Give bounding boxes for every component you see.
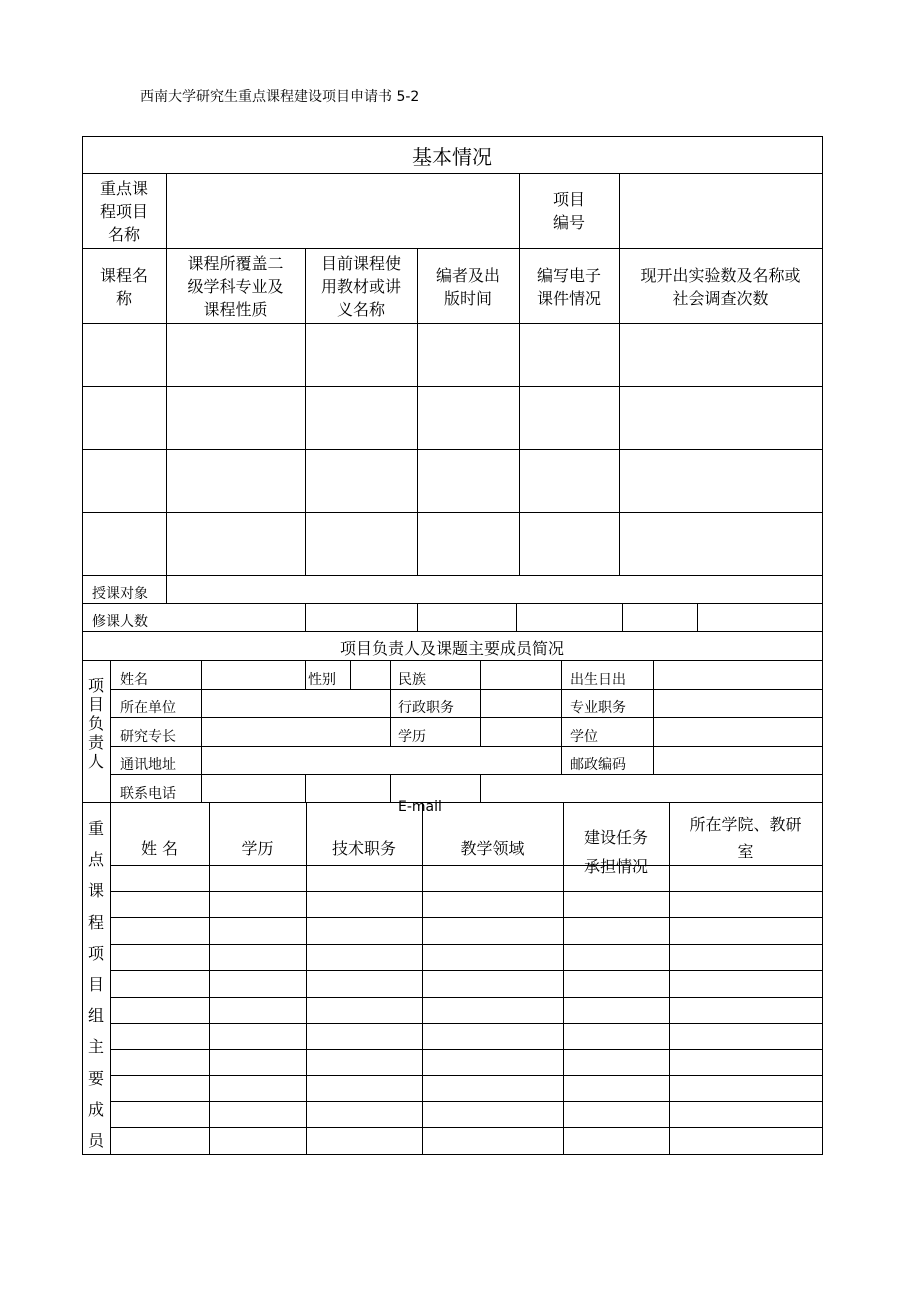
grid-line: [110, 746, 823, 747]
grid-line: [390, 660, 391, 690]
leader-research-label: 研究专长: [120, 729, 176, 745]
grid-line: [110, 1101, 823, 1102]
enrollment-label: 修课人数: [92, 614, 148, 630]
grid-line: [110, 970, 823, 971]
leader-phone-label: 联系电话: [120, 786, 176, 802]
leader-pro-post-label: 专业职务: [570, 700, 626, 716]
grid-line: [110, 717, 823, 718]
section-title-members: 项目负责人及课题主要成员简况: [339, 639, 564, 658]
audience-label: 授课对象: [92, 586, 148, 602]
grid-line: [622, 603, 623, 632]
grid-line: [480, 660, 481, 690]
grid-line: [110, 774, 823, 775]
team-header-name: 姓 名: [140, 839, 179, 858]
page-header: 西南大学研究生重点课程建设项目申请书 5-2: [140, 89, 420, 105]
grid-line: [417, 323, 418, 576]
grid-line: [110, 689, 823, 690]
grid-line: [82, 802, 823, 803]
col-header-6: 现开出实验数及名称或 社会调查次数: [640, 266, 801, 308]
grid-line: [390, 689, 391, 747]
team-header-field: 教学领域: [460, 839, 525, 858]
team-header-task: 建设任务 承担情况: [583, 828, 648, 876]
leader-postcode-label: 邮政编码: [570, 757, 626, 773]
grid-line: [480, 774, 481, 803]
grid-line: [166, 575, 167, 604]
grid-line: [519, 323, 520, 576]
grid-line: [201, 660, 202, 690]
grid-line: [110, 997, 823, 998]
grid-line: [82, 323, 823, 324]
grid-line: [82, 660, 823, 661]
course-name-label: 重点课 程项目 名称: [99, 179, 148, 244]
grid-line: [305, 323, 306, 576]
leader-unit-label: 所在单位: [120, 700, 176, 716]
grid-line: [561, 689, 562, 775]
grid-line: [166, 323, 167, 576]
grid-line: [82, 603, 823, 604]
grid-line: [305, 660, 306, 690]
grid-line: [82, 512, 823, 513]
col-header-1: 课程名 称: [99, 266, 148, 308]
grid-line: [619, 323, 620, 576]
leader-education-label: 学历: [398, 729, 426, 745]
grid-line: [822, 136, 823, 1155]
grid-line: [561, 660, 562, 690]
team-header-education: 学历: [241, 839, 274, 858]
leader-degree-label: 学位: [570, 729, 598, 745]
grid-line: [82, 386, 823, 387]
col-header-4: 编者及出 版时间: [435, 266, 500, 308]
col-header-3: 目前课程使 用教材或讲 义名称: [320, 254, 401, 319]
leader-admin-post-label: 行政职务: [398, 700, 454, 716]
grid-line: [110, 1023, 823, 1024]
grid-line: [390, 774, 391, 803]
leader-email-label: E-mail: [398, 799, 442, 815]
grid-line: [110, 660, 111, 803]
grid-line: [82, 631, 823, 632]
grid-line: [110, 865, 823, 866]
leader-label: 项 目 负 责 人: [87, 676, 104, 771]
leader-ethnicity-label: 民族: [398, 672, 426, 688]
grid-line: [350, 660, 351, 690]
grid-line: [516, 603, 517, 632]
col-header-2: 课程所覆盖二 级学科专业及 课程性质: [187, 254, 284, 319]
grid-line: [110, 1049, 823, 1050]
grid-line: [305, 774, 306, 803]
grid-line: [110, 1075, 823, 1076]
grid-line: [82, 248, 823, 249]
grid-line: [417, 603, 418, 632]
grid-line: [697, 603, 698, 632]
team-header-title: 技术职务: [331, 839, 396, 858]
grid-line: [82, 575, 823, 576]
grid-line: [653, 660, 654, 690]
grid-line: [82, 136, 823, 137]
grid-line: [110, 891, 823, 892]
grid-line: [201, 689, 202, 803]
grid-line: [110, 1127, 823, 1128]
leader-name-label: 姓名: [120, 672, 148, 688]
grid-line: [110, 917, 823, 918]
grid-line: [82, 449, 823, 450]
grid-line: [82, 173, 823, 174]
leader-birth-label: 出生日出: [570, 672, 626, 688]
team-label: 重 点 课 程 项 目 组 主 要 成 员: [87, 819, 104, 1151]
col-header-5: 编写电子 课件情况: [536, 266, 601, 308]
grid-line: [653, 689, 654, 775]
grid-line: [305, 603, 306, 632]
leader-gender-label: 性别: [308, 672, 336, 688]
project-no-label: 项目 编号: [552, 190, 585, 232]
team-header-college: 所在学院、教研 室: [689, 815, 802, 861]
leader-address-label: 通讯地址: [120, 757, 176, 773]
grid-line: [480, 689, 481, 747]
section-title-basic: 基本情况: [412, 145, 492, 169]
grid-line: [82, 1154, 823, 1155]
grid-line: [110, 944, 823, 945]
